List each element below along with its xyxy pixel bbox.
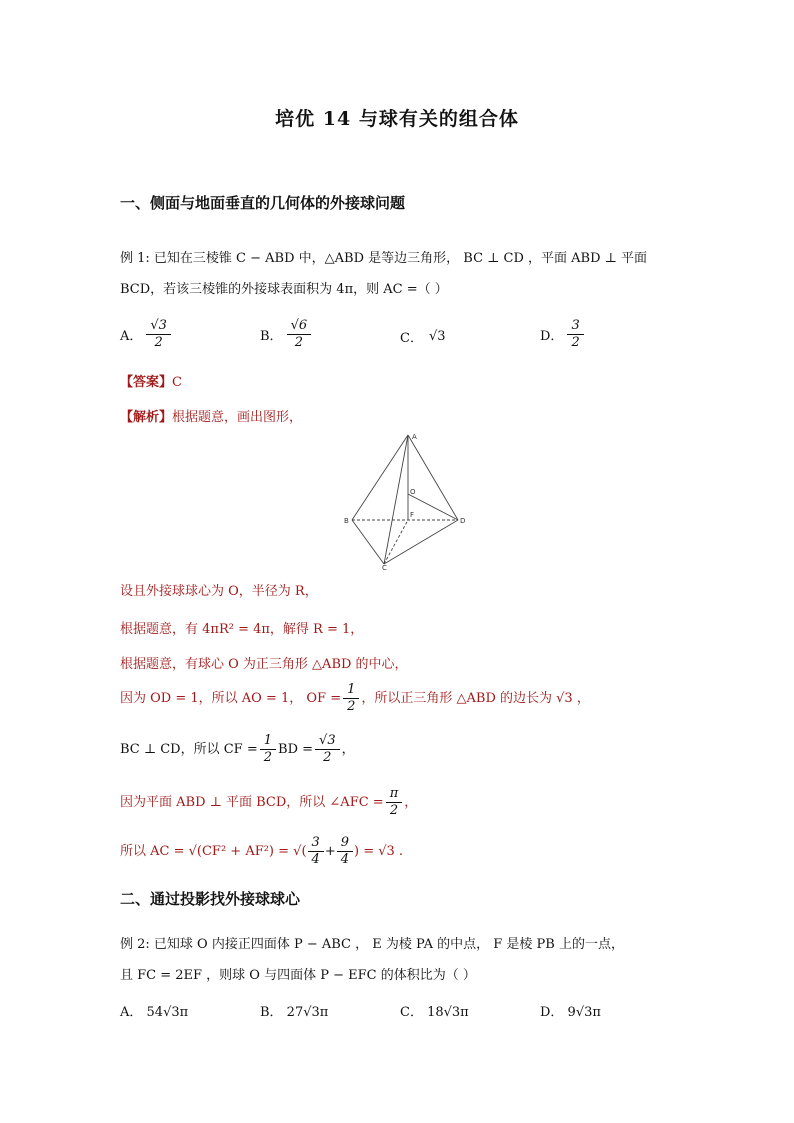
solution-line-7-denominator-1: 4: [311, 852, 320, 867]
option-c: [400, 327, 446, 346]
example2-option-d: D． 9√3π: [540, 1005, 601, 1020]
solution-line-6: [120, 786, 417, 819]
solution-line-5-numerator-1: 1: [263, 733, 273, 748]
solution-line-5-b: BD =: [278, 741, 314, 757]
solution-line-5-c: ，: [341, 741, 355, 757]
solution-line-5-denominator-1: 2: [263, 750, 273, 765]
solution-line-1: 设且外接球球心为 O，半径为 R，: [120, 584, 318, 599]
option-d-denominator: 2: [571, 335, 580, 350]
option-a-denominator: 2: [154, 335, 163, 350]
edge-bc: [352, 520, 384, 564]
segment-cf-dashed: [384, 520, 408, 564]
solution-line-4-numerator: 1: [347, 682, 356, 697]
section-heading-1: 一、侧面与地面垂直的几何体的外接球问题: [120, 194, 406, 212]
solution-line-5-fraction-1: [262, 733, 274, 766]
example2-option-b: B． 27√3π: [260, 1005, 329, 1020]
page-title: 培优 14 与球有关的组合体: [275, 108, 519, 130]
point-label-f: F: [410, 511, 415, 519]
solution-line-5: [120, 733, 355, 766]
solution-line-7-denominator-2: 4: [340, 852, 349, 867]
vertex-label-d: D: [460, 517, 466, 525]
example2-option-c: C． 18√3π: [400, 1005, 469, 1020]
solution-line-7-fraction-2: [339, 835, 351, 868]
tetrahedron-figure: [340, 428, 470, 570]
answer-value: C: [172, 375, 182, 390]
solution-line-5-a: BC ⊥ CD，所以 CF =: [120, 741, 258, 757]
option-d-numerator: 3: [571, 318, 580, 333]
solution-line-7-plus: +: [324, 843, 336, 859]
analysis-intro: 根据题意，画出图形，: [172, 410, 303, 425]
option-a: [120, 318, 169, 351]
solution-line-7: [120, 835, 403, 868]
example2-question-line1: 例 2: 已知球 O 内接正四面体 P − ABC ， E 为棱 PA 的中点， F 是棱 PB 上的一点，: [120, 937, 624, 952]
option-b: [260, 318, 309, 351]
solution-line-7-numerator-2: 9: [340, 835, 349, 850]
answer-tag: 【答案】: [120, 375, 173, 390]
option-b-fraction: [289, 318, 310, 351]
solution-line-5-numerator-2: √3: [319, 733, 336, 748]
solution-line-4: [120, 682, 590, 715]
vertex-label-b: B: [344, 517, 349, 525]
example2-question-line2: 且 FC = 2EF ，则球 O 与四面体 P − EFC 的体积比为（ ）: [120, 968, 476, 983]
solution-line-6-fraction: [388, 786, 401, 819]
example1-question-line2: BCD，若该三棱锥的外接球表面积为 4π，则 AC =（ ）: [120, 282, 448, 297]
option-b-denominator: 2: [294, 335, 303, 350]
edge-ac: [384, 435, 408, 564]
option-a-numerator: √3: [150, 318, 167, 333]
point-label-o: O: [410, 488, 416, 496]
solution-line-4-a: 因为 OD = 1，所以 AO = 1， OF =: [120, 690, 342, 706]
solution-line-4-b: ，所以正三角形 △ABD 的边长为 √3 ，: [361, 690, 590, 706]
solution-line-7-numerator-1: 3: [311, 835, 320, 850]
example1-question-line1: 例 1: 已知在三棱锥 C − ABD 中，△ABD 是等边三角形， BC ⊥ CD ，平面 ABD ⊥ 平面: [120, 251, 647, 266]
solution-line-5-fraction-2: [317, 733, 338, 766]
analysis-line: [120, 409, 302, 427]
solution-line-5-denominator-2: 2: [323, 750, 332, 765]
vertex-label-c: C: [382, 564, 387, 570]
solution-line-7-b: ) = √3 .: [354, 843, 404, 859]
solution-line-4-denominator: 2: [347, 699, 356, 714]
analysis-tag: 【解析】: [120, 410, 173, 425]
solution-line-3: 根据题意，有球心 O 为正三角形 △ABD 的中心，: [120, 657, 408, 672]
solution-line-4-fraction: [345, 682, 357, 715]
section-heading-2: 二、通过投影找外接球球心: [120, 890, 301, 908]
solution-line-6-b: ，: [404, 794, 418, 810]
option-b-numerator: √6: [290, 318, 308, 333]
option-c-label: C．: [400, 331, 423, 346]
solution-line-6-a: 因为平面 ABD ⊥ 平面 BCD，所以 ∠AFC =: [120, 794, 384, 810]
option-a-label: A．: [120, 329, 143, 344]
solution-line-2: 根据题意，有 4πR² = 4π，解得 R = 1，: [120, 622, 364, 637]
answer-line: [120, 374, 182, 392]
solution-line-7-a: 所以 AC = √(CF² + AF²) = √(: [120, 843, 307, 859]
edge-cd: [384, 520, 458, 564]
option-d-label: D．: [540, 329, 564, 344]
edge-ab: [352, 435, 408, 520]
option-b-label: B．: [260, 329, 283, 344]
solution-line-6-numerator: π: [389, 786, 399, 801]
option-a-fraction: [148, 318, 169, 351]
vertex-label-a: A: [412, 433, 417, 441]
option-c-value: √3: [428, 329, 446, 344]
solution-line-6-denominator: 2: [389, 803, 399, 818]
example2-option-a: A． 54√3π: [120, 1005, 189, 1020]
option-d-fraction: [569, 318, 581, 351]
option-d: [540, 318, 582, 351]
solution-line-7-fraction-1: [310, 835, 322, 868]
